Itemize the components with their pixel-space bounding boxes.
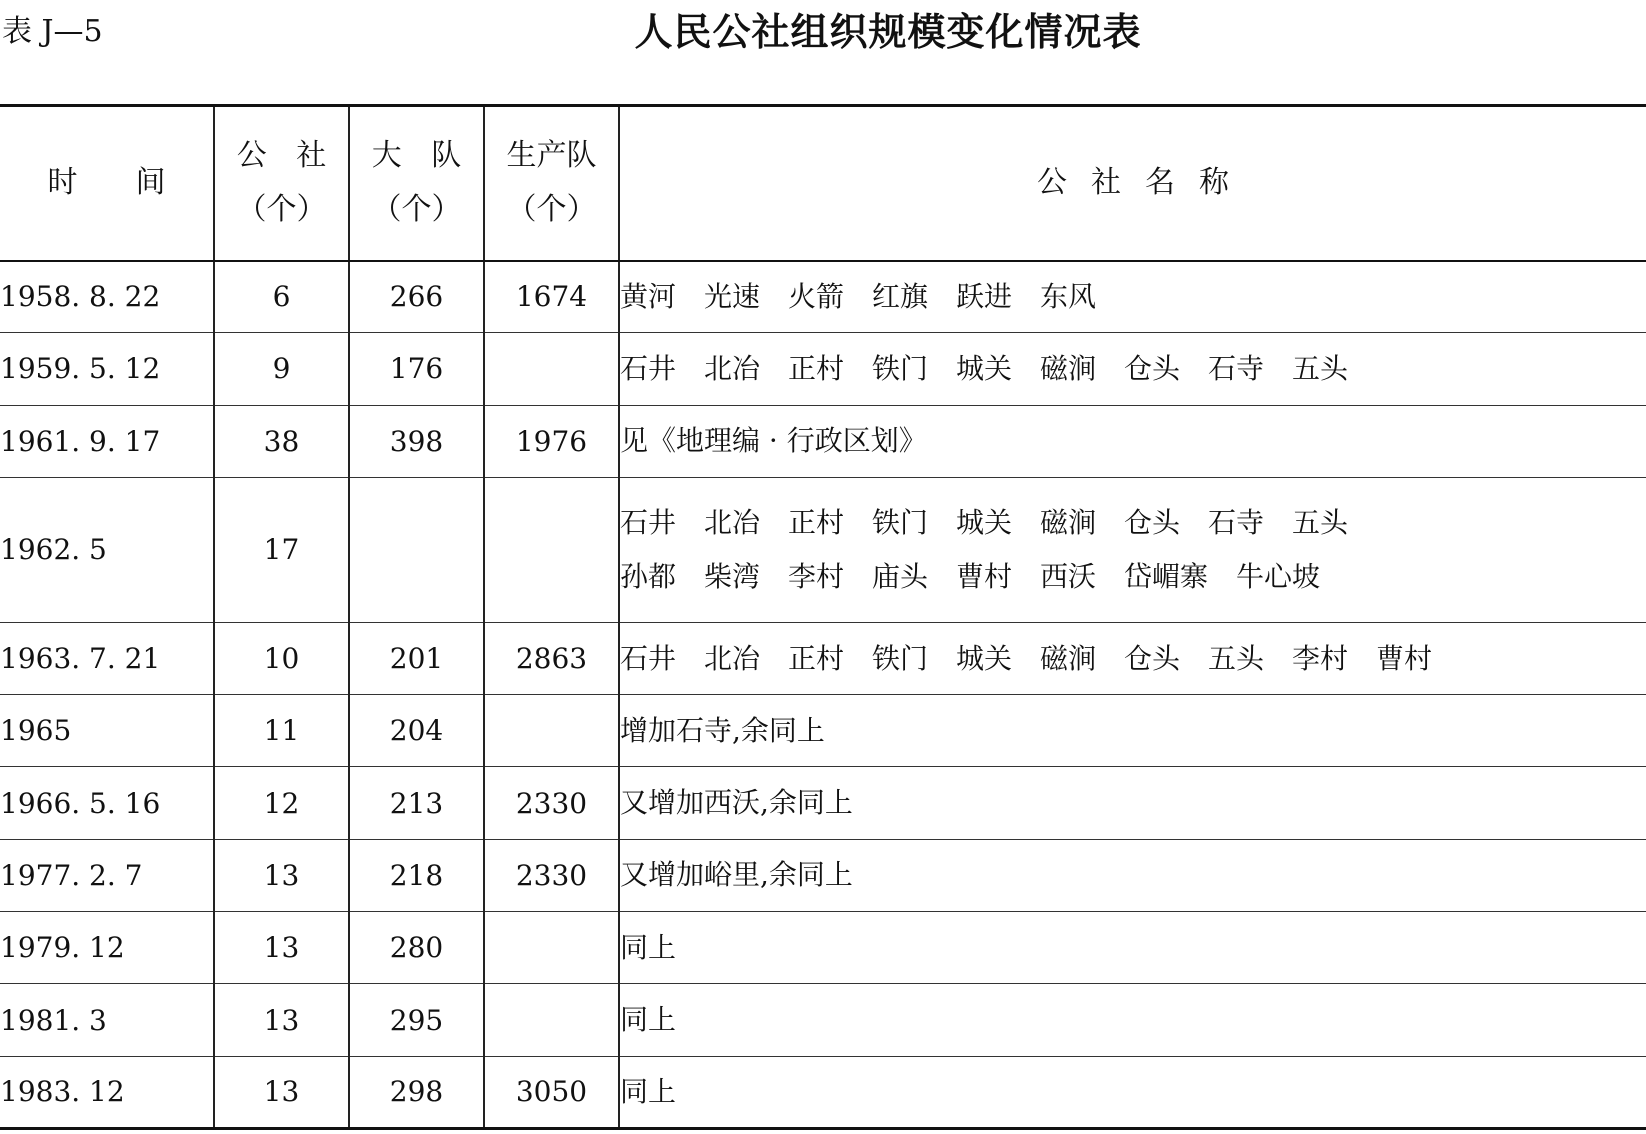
table-row	[0, 333, 1646, 405]
table-row	[0, 695, 1646, 767]
brigades-cell: 298	[349, 1056, 484, 1128]
header-brigades	[349, 106, 484, 261]
table-row	[0, 912, 1646, 984]
names-line-2: 孙都 柴湾 李村 庙头 曹村 西沃 岱嵋寨 牛心坡	[620, 559, 1321, 593]
header-names	[619, 106, 1646, 261]
brigades-cell: 176	[349, 333, 484, 405]
communes-cell: 13	[214, 984, 349, 1056]
teams-cell	[484, 477, 619, 622]
table-row	[0, 261, 1646, 333]
teams-cell	[484, 695, 619, 767]
teams-cell: 1674	[484, 261, 619, 333]
header-time-second-char: 间	[135, 165, 166, 201]
header-communes-unit: （个）	[236, 192, 327, 228]
table-row	[0, 839, 1646, 911]
communes-cell: 10	[214, 622, 349, 694]
time-cell: 1983. 12	[0, 1056, 214, 1128]
teams-cell: 2330	[484, 767, 619, 839]
time-cell: 1977. 2. 7	[0, 839, 214, 911]
names-cell: 石井 北冶 正村 铁门 城关 磁涧 仓头 五头 李村 曹村	[619, 622, 1646, 694]
names-cell: 黄河 光速 火箭 红旗 跃进 东风	[619, 261, 1646, 333]
brigades-cell: 266	[349, 261, 484, 333]
table-row	[0, 477, 1646, 622]
names-cell: 同上	[619, 912, 1646, 984]
communes-cell: 38	[214, 405, 349, 477]
brigades-cell	[349, 477, 484, 622]
communes-cell: 11	[214, 695, 349, 767]
names-cell: 见《地理编 · 行政区划》	[619, 405, 1646, 477]
time-cell: 1958. 8. 22	[0, 261, 214, 333]
brigades-cell: 218	[349, 839, 484, 911]
teams-cell	[484, 984, 619, 1056]
communes-cell: 13	[214, 839, 349, 911]
table-row	[0, 405, 1646, 477]
header-teams-label: 生产队	[506, 138, 597, 174]
teams-cell: 1976	[484, 405, 619, 477]
header-brigades-unit: （个）	[371, 192, 462, 228]
communes-cell: 12	[214, 767, 349, 839]
commune-table	[0, 104, 1646, 1130]
table-number: 表 J—5	[2, 14, 103, 49]
names-cell	[619, 477, 1646, 622]
communes-cell: 6	[214, 261, 349, 333]
time-cell: 1962. 5	[0, 477, 214, 622]
time-cell: 1963. 7. 21	[0, 622, 214, 694]
teams-cell: 3050	[484, 1056, 619, 1128]
table-row	[0, 622, 1646, 694]
time-cell: 1966. 5. 16	[0, 767, 214, 839]
header-teams	[484, 106, 619, 261]
header-names-label: 公社名称	[1037, 165, 1253, 201]
names-cell: 石井 北冶 正村 铁门 城关 磁涧 仓头 石寺 五头	[619, 333, 1646, 405]
time-cell: 1959. 5. 12	[0, 333, 214, 405]
teams-cell	[484, 333, 619, 405]
brigades-cell: 280	[349, 912, 484, 984]
header-time-first-char: 时	[47, 165, 78, 201]
table-header-row	[0, 106, 1646, 261]
communes-cell: 17	[214, 477, 349, 622]
names-cell: 又增加峪里,余同上	[619, 839, 1646, 911]
brigades-cell: 295	[349, 984, 484, 1056]
time-cell: 1979. 12	[0, 912, 214, 984]
page-title: 人民公社组织规模变化情况表	[634, 10, 1142, 54]
table-row	[0, 984, 1646, 1056]
time-cell: 1965	[0, 695, 214, 767]
table-row	[0, 767, 1646, 839]
names-cell: 增加石寺,余同上	[619, 695, 1646, 767]
communes-cell: 13	[214, 1056, 349, 1128]
header-teams-unit: （个）	[506, 192, 597, 228]
time-cell: 1981. 3	[0, 984, 214, 1056]
teams-cell	[484, 912, 619, 984]
time-cell: 1961. 9. 17	[0, 405, 214, 477]
teams-cell: 2863	[484, 622, 619, 694]
communes-cell: 13	[214, 912, 349, 984]
header-brigades-label: 大 队	[371, 138, 472, 174]
table-row	[0, 1056, 1646, 1128]
brigades-cell: 398	[349, 405, 484, 477]
names-cell: 同上	[619, 984, 1646, 1056]
names-cell: 同上	[619, 1056, 1646, 1128]
names-line-1: 石井 北冶 正村 铁门 城关 磁涧 仓头 石寺 五头	[620, 505, 1349, 539]
header-time	[0, 106, 214, 261]
header-communes	[214, 106, 349, 261]
brigades-cell: 201	[349, 622, 484, 694]
header-communes-label: 公 社	[236, 138, 337, 174]
communes-cell: 9	[214, 333, 349, 405]
names-cell: 又增加西沃,余同上	[619, 767, 1646, 839]
brigades-cell: 213	[349, 767, 484, 839]
brigades-cell: 204	[349, 695, 484, 767]
teams-cell: 2330	[484, 839, 619, 911]
